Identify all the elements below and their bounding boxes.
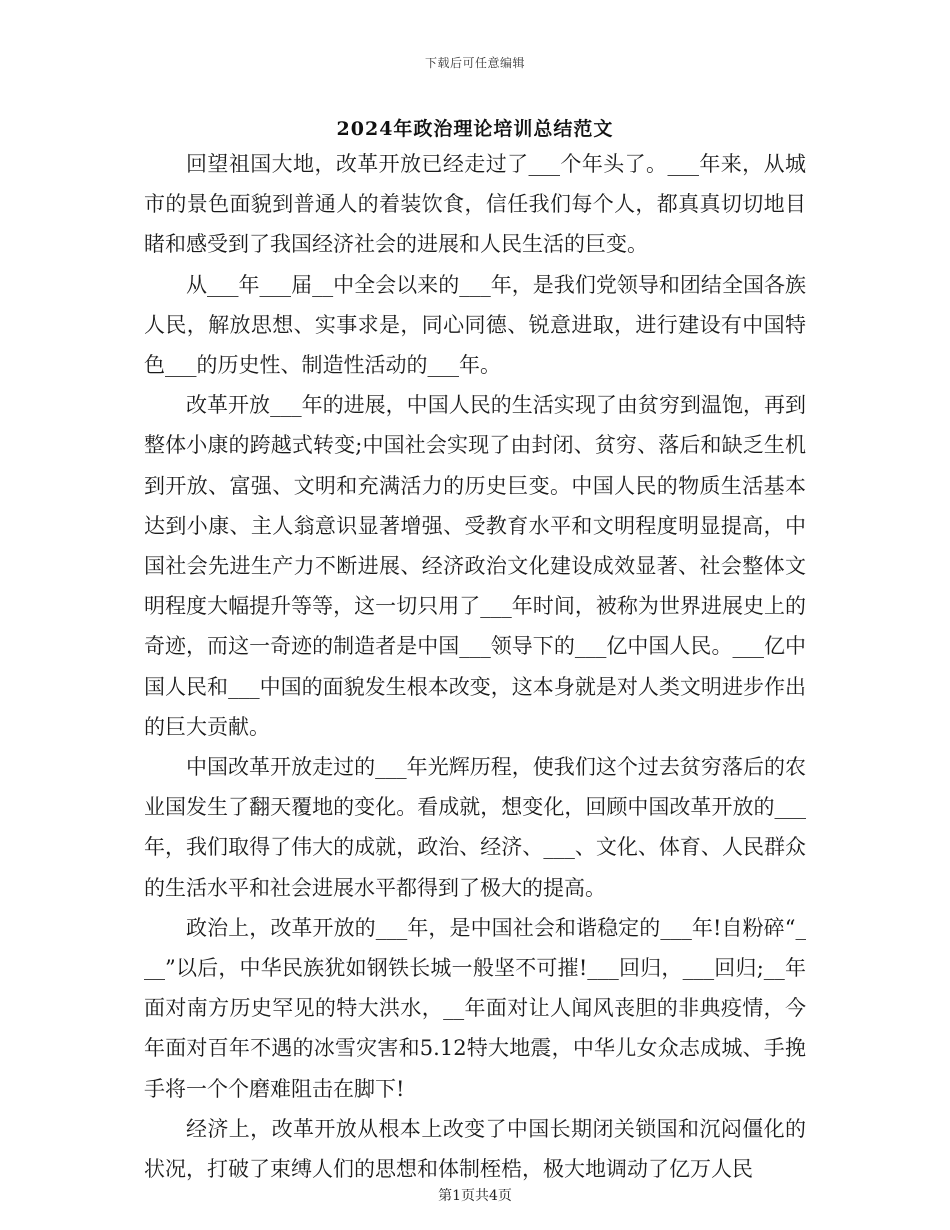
paragraph-1: 回望祖国大地，改革开放已经走过了___个年头了。___年来，从城市的景色面貌到普通人的着装饮食，信任我们每个人，都真真切切地目睹和感受到了我国经济社会的进展和人民生活的巨变。	[144, 152, 806, 257]
document-title: 2024年政治理论培训总结范文	[336, 118, 614, 140]
page-header-note: 下载后可任意编辑	[424, 56, 525, 70]
paragraph-6: 经济上，改革开放从根本上改变了中国长期闭关锁国和沉闷僵化的状况，打破了束缚人们的思想和体制桎梏，极大地调动了亿万人民	[144, 1116, 806, 1182]
page-number-footer: 第1页共4页	[438, 1188, 512, 1204]
document-body	[144, 144, 806, 1189]
paragraph-3: 改革开放___年的进展，中国人民的生活实现了由贫穷到温饱，再到整体小康的跨越式转变;中国社会实现了由封闭、贫穷、落后和缺乏生机到开放、富强、文明和充满活力的历史巨变。中国人民的物质生活基本达到小康、主人翁意识显著增强、受教育水平和文明程度明显提高，中国社会先进生产力不断进展、经济政治文化建设成效显著、社会整体文明程度大幅提升等等，这一切只用了___年时间，被称为世界进展史上的奇迹，而这一奇迹的制造者是中国___领导下的___亿中国人民。___亿中国人民和___中国的面貌发生根本改变，这本身就是对人类文明进步作出的巨大贡献。	[144, 393, 806, 739]
paragraph-4: 中国改革开放走过的___年光辉历程，使我们这个过去贫穷落后的农业国发生了翻天覆地的变化。看成就，想变化，回顾中国改革开放的___年，我们取得了伟大的成就，政治、经济、___、文化、体育、人民群众的生活水平和社会进展水平都得到了极大的提高。	[144, 755, 806, 900]
paragraph-2: 从___年___届__中全会以来的___年，是我们党领导和团结全国各族人民，解放思想、实事求是，同心同德、锐意进取，进行建设有中国特色___的历史性、制造性活动的___年。	[144, 272, 806, 378]
paragraph-5: 政治上，改革开放的___年，是中国社会和谐稳定的___年!自粉碎“___”以后，中华民族犹如钢铁长城一般坚不可摧!___回归，___回归;__年面对南方历史罕见的特大洪水，__年面对让人闻风丧胆的非典疫情，今年面对百年不遇的冰雪灾害和5.12特大地震，中华儿女众志成城、手挽手将一个个磨难阻击在脚下!	[144, 915, 806, 1101]
